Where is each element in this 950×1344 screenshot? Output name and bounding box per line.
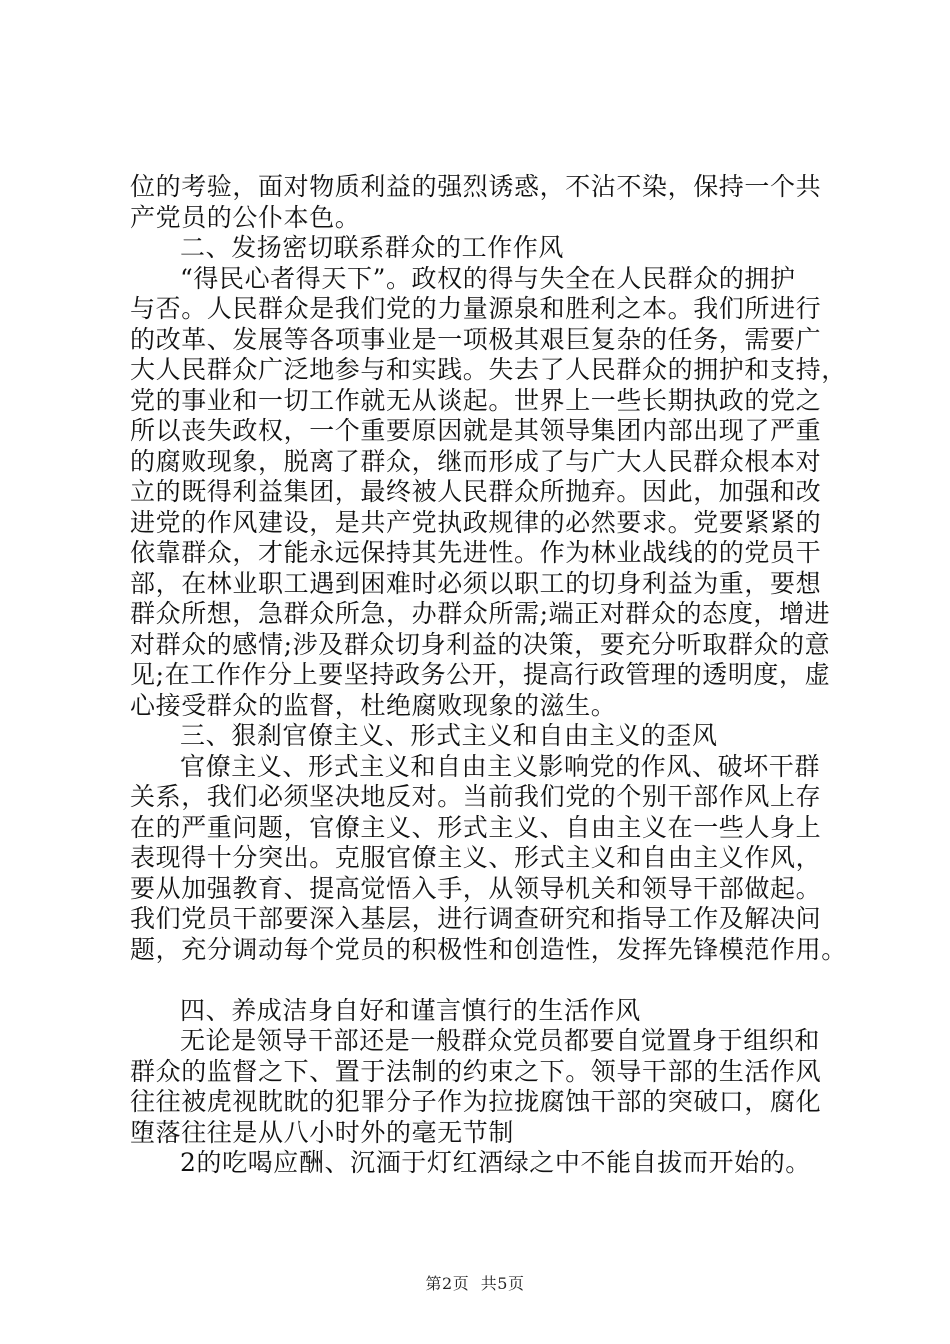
- text-line: 大人民群众广泛地参与和实践。失去了人民群众的拥护和支持，: [130, 355, 847, 384]
- text-line: 的腐败现象，脱离了群众，继而形成了与广大人民群众根本对: [130, 446, 822, 476]
- text-line: 与否。人民群众是我们党的力量源泉和胜利之本。我们所进行: [130, 294, 822, 323]
- page-footer: [0, 1274, 950, 1294]
- text-line: 群众的监督之下、置于法制的约束之下。领导干部的生活作风: [130, 1056, 822, 1086]
- text-line: 表现得十分突出。克服官僚主义、形式主义和自由主义作风，: [130, 843, 822, 872]
- text-line: 无论是领导干部还是一般群众党员都要自觉置身于组织和: [180, 1026, 821, 1055]
- text-line: 官僚主义、形式主义和自由主义影响党的作风、破坏干群: [180, 751, 821, 781]
- text-line: 见;在工作作分上要坚持政务公开，提高行政管理的透明度，虚: [130, 660, 831, 689]
- text-line: 的改革、发展等各项事业是一项极其艰巨复杂的任务，需要广: [130, 324, 822, 354]
- text-line: 在的严重问题，官僚主义、形式主义、自由主义在一些人身上: [130, 812, 822, 842]
- text-line: 立的既得利益集团，最终被人民群众所抛弃。因此，加强和改: [130, 477, 822, 506]
- text-line: 依靠群众，才能永远保持其先进性。作为林业战线的的党员干: [130, 538, 822, 567]
- text-line: 题，充分调动每个党员的积极性和创造性，发挥先锋模范作用。: [130, 934, 847, 964]
- blank-line: [130, 965, 850, 996]
- text-line: 部，在林业职工遇到困难时必须以职工的切身利益为重，要想: [130, 568, 822, 598]
- text-line: 进党的作风建设，是共产党执政规律的必然要求。党要紧紧的: [130, 507, 822, 537]
- text-line: 心接受群众的监督，杜绝腐败现象的滋生。: [130, 690, 617, 720]
- document-body: [130, 172, 850, 1179]
- page-number: 第2页: [425, 1274, 470, 1293]
- text-line: 所以丧失政权，一个重要原因就是其领导集团内部出现了严重: [130, 416, 822, 445]
- page-total: 共5页: [480, 1274, 525, 1293]
- text-line: 要从加强教育、提高觉悟入手，从领导机关和领导干部做起。: [130, 873, 822, 903]
- text-line: 产党员的公仆本色。: [130, 202, 361, 232]
- text-line: 三、狠刹官僚主义、形式主义和自由主义的歪风: [180, 721, 718, 750]
- text-line: 党的事业和一切工作就无从谈起。世界上一些长期执政的党之: [130, 385, 822, 415]
- text-line: 对群众的感情;涉及群众切身利益的决策，要充分听取群众的意: [130, 629, 831, 659]
- text-line: 我们党员干部要深入基层，进行调查研究和指导工作及解决问: [130, 904, 822, 933]
- text-line: “得民心者得天下”。政权的得与失全在人民群众的拥护: [180, 263, 796, 293]
- text-line: 群众所想，急群众所急，办群众所需;端正对群众的态度，增进: [130, 599, 831, 628]
- text-line: 四、养成洁身自好和谨言慎行的生活作风: [180, 995, 641, 1025]
- text-line: 2的吃喝应酬、沉湎于灯红酒绿之中不能自拔而开始的。: [180, 1148, 811, 1177]
- text-line: 位的考验，面对物质利益的强烈诱惑，不沾不染，保持一个共: [130, 172, 822, 201]
- text-line: 堕落往往是从八小时外的毫无节制: [130, 1117, 515, 1147]
- text-line: 往往被虎视眈眈的犯罪分子作为拉拢腐蚀干部的突破口，腐化: [130, 1087, 822, 1116]
- text-line: 二、发扬密切联系群众的工作作风: [180, 233, 565, 262]
- text-line: 关系，我们必须坚决地反对。当前我们党的个别干部作风上存: [130, 782, 822, 811]
